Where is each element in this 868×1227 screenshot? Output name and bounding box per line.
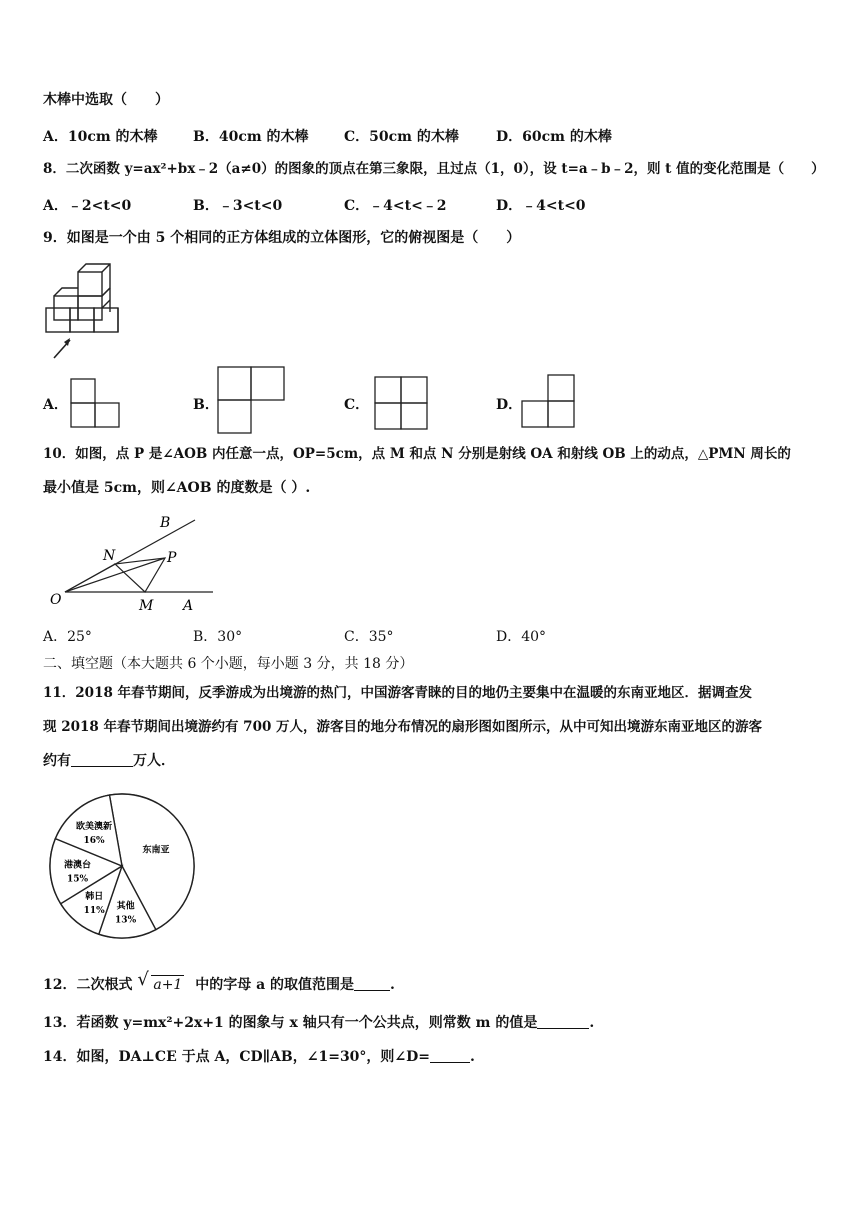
q8-option-a: A．﹣2<t<0	[43, 198, 132, 214]
q9-option-d-letter: D．	[496, 397, 523, 413]
q10-stem-line2: 最小值是 5cm，则∠AOB 的度数是（ ）.	[43, 480, 311, 496]
label-o: O	[50, 592, 62, 608]
q11-answer-blank[interactable]	[71, 752, 133, 767]
pie-slice-label-4: 欧美澳新	[75, 822, 113, 833]
q12-radicand: a+1	[153, 977, 183, 993]
q14-line	[43, 1048, 475, 1066]
q11-line3-suffix: 万人．	[133, 753, 175, 769]
q12-end: .	[390, 977, 395, 993]
q11-pie-chart	[40, 786, 210, 946]
pie-slice-value-3: 15%	[66, 874, 89, 885]
pie-slice-label-2: 韩日	[85, 891, 104, 902]
q11-line1: 11．2018 年春节期间，反季游成为出境游的热门，中国游客青睐的目的地仍主要集中在温暖的东南亚地区．据调查发	[43, 685, 753, 701]
q9-option-c-figure	[374, 376, 428, 430]
q13-prefix: 13．若函数 y=mx²+2x+1 的图象与 x 轴只有一个公共点，则常数 m 的值是	[43, 1015, 538, 1031]
q9-option-c-letter: C．	[344, 397, 370, 413]
pie-slice-label-3: 港澳台	[63, 860, 92, 871]
pie-slice-value-1: 13%	[115, 915, 137, 926]
q7-option-b: B．40cm 的木棒	[193, 129, 309, 145]
q8-option-c: C．﹣4<t<﹣2	[344, 198, 447, 214]
q7-stem-tail: 木棒中选取（ ）	[43, 92, 169, 108]
q8-option-d: D．﹣4<t<0	[496, 198, 586, 214]
q9-option-b-figure	[217, 366, 285, 434]
pie-slice-value-4: 16%	[83, 836, 105, 847]
q10-angle-figure	[45, 512, 225, 614]
q14-end: .	[470, 1049, 475, 1065]
q10-stem-line1: 10．如图，点 P 是∠AOB 内任意一点，OP=5cm，点 M 和点 N 分别是射线 OA 和射线 OB 上的动点，△PMN 周长的	[43, 446, 791, 462]
q14-answer-blank[interactable]	[430, 1048, 470, 1063]
sqrt-icon: √	[137, 969, 149, 990]
q11-line3-prefix: 约有	[43, 753, 71, 769]
q9-cube-figure	[40, 262, 122, 364]
q12-prefix: 12．二次根式	[43, 977, 133, 993]
q12-line	[43, 969, 395, 994]
q14-prefix: 14．如图，DA⊥CE 于点 A，CD∥AB，∠1=30°，则∠D=	[43, 1049, 431, 1065]
q8-option-b: B．﹣3<t<0	[193, 198, 283, 214]
q13-line	[43, 1014, 594, 1032]
q10-option-b: B．30°	[193, 629, 243, 645]
q7-option-d: D．60cm 的木棒	[496, 129, 612, 145]
label-n: N	[103, 548, 116, 564]
q9-option-a-figure	[70, 378, 120, 428]
label-m: M	[139, 598, 154, 614]
q9-option-a-letter: A．	[43, 397, 68, 413]
q10-option-a: A．25°	[43, 629, 92, 645]
q9-option-d-figure	[520, 374, 576, 430]
q11-line2: 现 2018 年春节期间出境游约有 700 万人，游客目的地分布情况的扇形图如图所示，从中可知出境游东南亚地区的游客	[43, 719, 763, 735]
q13-end: .	[589, 1015, 595, 1031]
pie-slice-label-1: 其他	[116, 901, 135, 912]
q13-answer-blank[interactable]	[537, 1014, 589, 1029]
q10-option-c: C．35°	[344, 629, 394, 645]
section-2-title: 二、填空题（本大题共 6 个小题，每小题 3 分，共 18 分）	[43, 656, 414, 672]
q9-stem: 9．如图是一个由 5 个相同的正方体组成的立体图形，它的俯视图是（ ）	[43, 230, 521, 246]
pie-slice-value-2: 11%	[83, 905, 105, 916]
label-a: A	[183, 598, 194, 614]
q12-suffix: 中的字母 a 的取值范围是	[195, 977, 355, 993]
q12-radical	[137, 969, 184, 994]
q10-option-d: D．40°	[496, 629, 547, 645]
label-p: P	[167, 550, 177, 566]
pie-slice-label-0: 东南亚	[142, 845, 170, 856]
q11-line3	[43, 752, 175, 770]
q8-stem: 8．二次函数 y=ax²+bx﹣2（a≠0）的图象的顶点在第三象限，且过点（1，0），设 t=a﹣b﹣2，则 t 值的变化范围是（ ）	[43, 161, 825, 177]
label-b: B	[160, 515, 171, 531]
q7-option-a: A．10cm 的木棒	[43, 129, 158, 145]
q9-option-b-letter: B．	[193, 397, 219, 413]
q12-answer-blank[interactable]	[354, 976, 390, 991]
q7-option-c: C．50cm 的木棒	[344, 129, 459, 145]
